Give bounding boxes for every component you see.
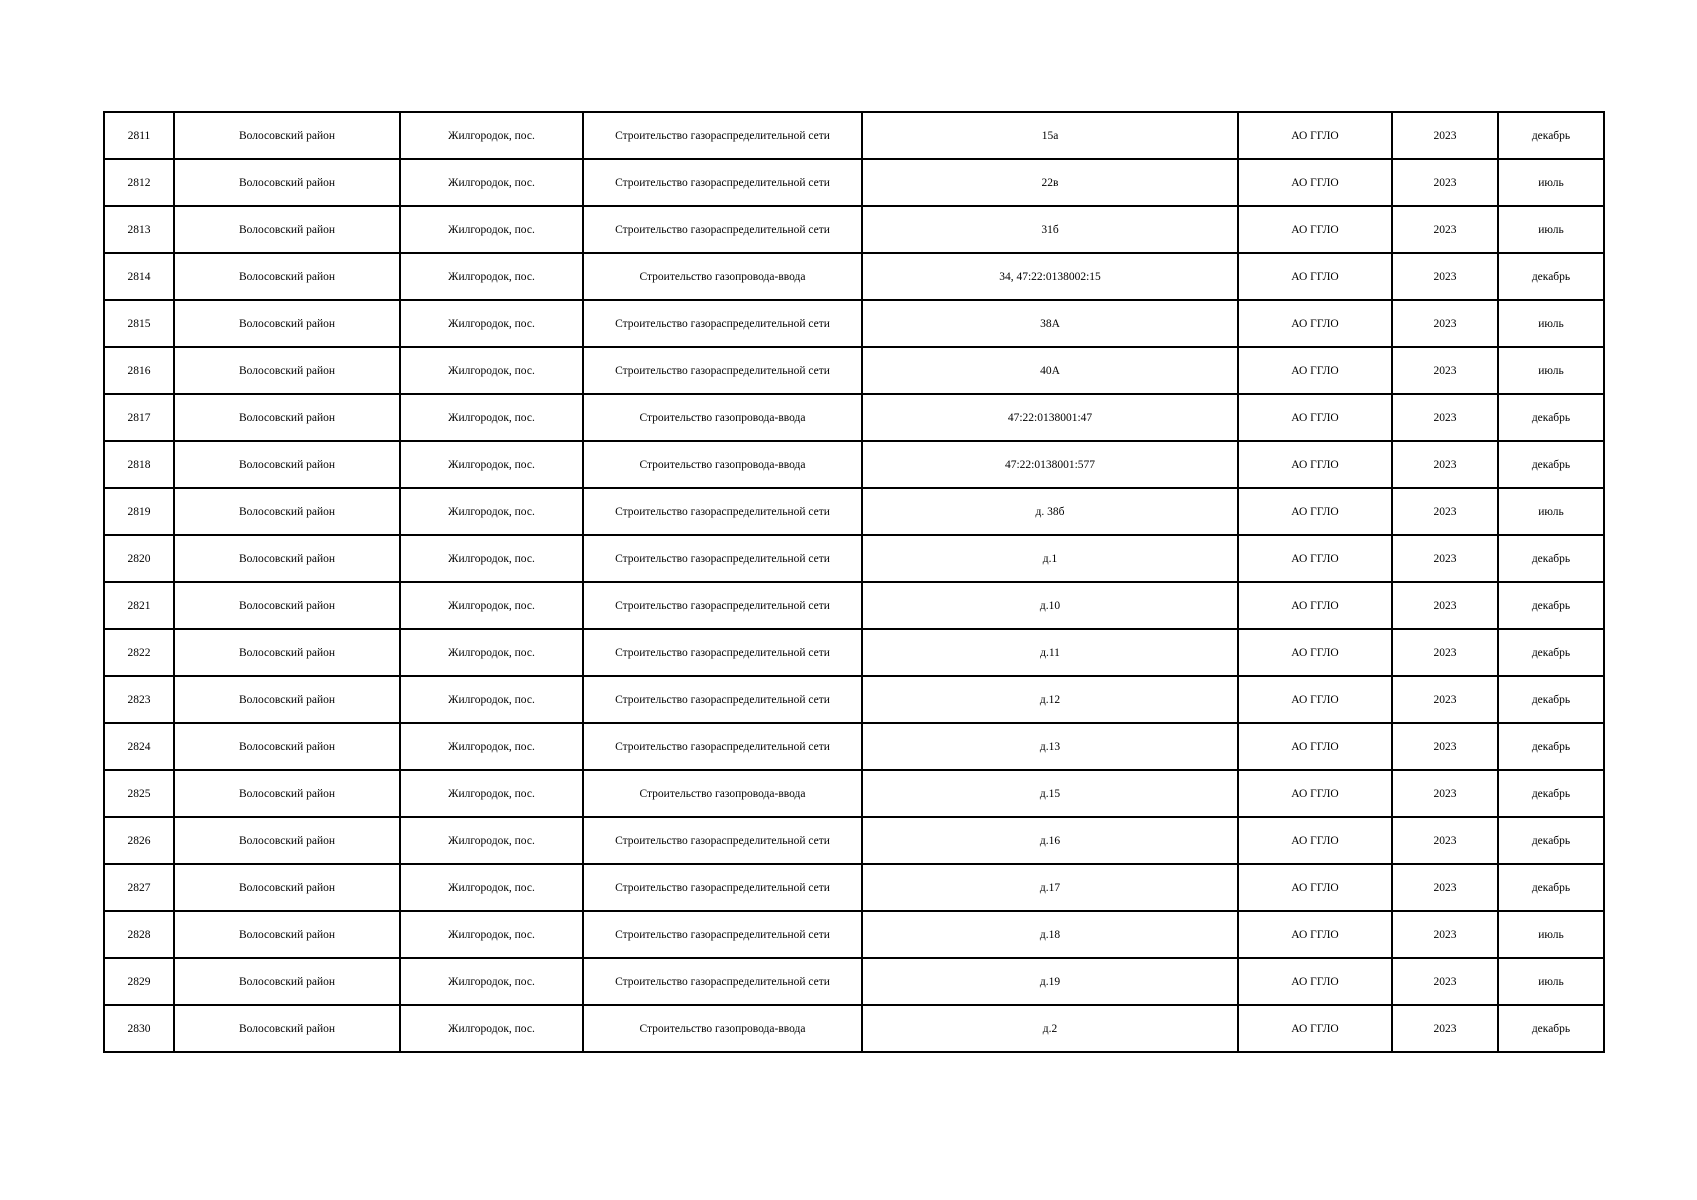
work-type-cell: Строительство газопровода-ввода xyxy=(583,770,862,817)
row-number-cell: 2820 xyxy=(104,535,174,582)
address-cell: д.13 xyxy=(862,723,1238,770)
organization-cell: АО ГГЛО xyxy=(1238,1005,1392,1052)
district-cell: Волосовский район xyxy=(174,629,400,676)
district-cell: Волосовский район xyxy=(174,112,400,159)
district-cell: Волосовский район xyxy=(174,394,400,441)
year-cell: 2023 xyxy=(1392,911,1498,958)
district-cell: Волосовский район xyxy=(174,864,400,911)
month-cell: июль xyxy=(1498,159,1604,206)
table-row xyxy=(104,958,1604,1005)
settlement-cell: Жилгородок, пос. xyxy=(400,864,583,911)
month-cell: июль xyxy=(1498,206,1604,253)
year-cell: 2023 xyxy=(1392,958,1498,1005)
row-number-cell: 2827 xyxy=(104,864,174,911)
table-row xyxy=(104,535,1604,582)
settlement-cell: Жилгородок, пос. xyxy=(400,723,583,770)
row-number-cell: 2817 xyxy=(104,394,174,441)
work-type-cell: Строительство газораспределительной сети xyxy=(583,488,862,535)
gas-network-register-table xyxy=(103,111,1605,1053)
work-type-cell: Строительство газораспределительной сети xyxy=(583,676,862,723)
settlement-cell: Жилгородок, пос. xyxy=(400,347,583,394)
organization-cell: АО ГГЛО xyxy=(1238,300,1392,347)
table-row xyxy=(104,676,1604,723)
organization-cell: АО ГГЛО xyxy=(1238,112,1392,159)
district-cell: Волосовский район xyxy=(174,300,400,347)
table-row xyxy=(104,817,1604,864)
settlement-cell: Жилгородок, пос. xyxy=(400,159,583,206)
settlement-cell: Жилгородок, пос. xyxy=(400,629,583,676)
address-cell: д.17 xyxy=(862,864,1238,911)
work-type-cell: Строительство газораспределительной сети xyxy=(583,958,862,1005)
district-cell: Волосовский район xyxy=(174,911,400,958)
work-type-cell: Строительство газораспределительной сети xyxy=(583,206,862,253)
district-cell: Волосовский район xyxy=(174,676,400,723)
row-number-cell: 2830 xyxy=(104,1005,174,1052)
address-cell: 47:22:0138001:577 xyxy=(862,441,1238,488)
year-cell: 2023 xyxy=(1392,817,1498,864)
month-cell: декабрь xyxy=(1498,535,1604,582)
month-cell: декабрь xyxy=(1498,253,1604,300)
district-cell: Волосовский район xyxy=(174,347,400,394)
table-row xyxy=(104,300,1604,347)
organization-cell: АО ГГЛО xyxy=(1238,676,1392,723)
row-number-cell: 2821 xyxy=(104,582,174,629)
address-cell: д.2 xyxy=(862,1005,1238,1052)
month-cell: июль xyxy=(1498,958,1604,1005)
row-number-cell: 2819 xyxy=(104,488,174,535)
organization-cell: АО ГГЛО xyxy=(1238,629,1392,676)
row-number-cell: 2818 xyxy=(104,441,174,488)
year-cell: 2023 xyxy=(1392,1005,1498,1052)
organization-cell: АО ГГЛО xyxy=(1238,206,1392,253)
table-row xyxy=(104,159,1604,206)
year-cell: 2023 xyxy=(1392,582,1498,629)
year-cell: 2023 xyxy=(1392,159,1498,206)
table-row xyxy=(104,582,1604,629)
work-type-cell: Строительство газопровода-ввода xyxy=(583,394,862,441)
table-row xyxy=(104,864,1604,911)
row-number-cell: 2823 xyxy=(104,676,174,723)
settlement-cell: Жилгородок, пос. xyxy=(400,112,583,159)
settlement-cell: Жилгородок, пос. xyxy=(400,488,583,535)
settlement-cell: Жилгородок, пос. xyxy=(400,770,583,817)
district-cell: Волосовский район xyxy=(174,817,400,864)
month-cell: декабрь xyxy=(1498,1005,1604,1052)
settlement-cell: Жилгородок, пос. xyxy=(400,206,583,253)
row-number-cell: 2822 xyxy=(104,629,174,676)
work-type-cell: Строительство газопровода-ввода xyxy=(583,441,862,488)
row-number-cell: 2824 xyxy=(104,723,174,770)
address-cell: д.11 xyxy=(862,629,1238,676)
settlement-cell: Жилгородок, пос. xyxy=(400,300,583,347)
work-type-cell: Строительство газораспределительной сети xyxy=(583,112,862,159)
month-cell: июль xyxy=(1498,911,1604,958)
district-cell: Волосовский район xyxy=(174,535,400,582)
organization-cell: АО ГГЛО xyxy=(1238,441,1392,488)
year-cell: 2023 xyxy=(1392,629,1498,676)
month-cell: декабрь xyxy=(1498,723,1604,770)
address-cell: д.19 xyxy=(862,958,1238,1005)
year-cell: 2023 xyxy=(1392,676,1498,723)
month-cell: декабрь xyxy=(1498,817,1604,864)
year-cell: 2023 xyxy=(1392,770,1498,817)
district-cell: Волосовский район xyxy=(174,958,400,1005)
work-type-cell: Строительство газораспределительной сети xyxy=(583,723,862,770)
year-cell: 2023 xyxy=(1392,394,1498,441)
work-type-cell: Строительство газораспределительной сети xyxy=(583,347,862,394)
year-cell: 2023 xyxy=(1392,535,1498,582)
table-row xyxy=(104,770,1604,817)
table-row xyxy=(104,206,1604,253)
organization-cell: АО ГГЛО xyxy=(1238,770,1392,817)
work-type-cell: Строительство газораспределительной сети xyxy=(583,535,862,582)
organization-cell: АО ГГЛО xyxy=(1238,253,1392,300)
month-cell: декабрь xyxy=(1498,582,1604,629)
year-cell: 2023 xyxy=(1392,253,1498,300)
work-type-cell: Строительство газораспределительной сети xyxy=(583,300,862,347)
settlement-cell: Жилгородок, пос. xyxy=(400,1005,583,1052)
work-type-cell: Строительство газораспределительной сети xyxy=(583,629,862,676)
work-type-cell: Строительство газораспределительной сети xyxy=(583,582,862,629)
row-number-cell: 2825 xyxy=(104,770,174,817)
month-cell: июль xyxy=(1498,488,1604,535)
year-cell: 2023 xyxy=(1392,488,1498,535)
settlement-cell: Жилгородок, пос. xyxy=(400,958,583,1005)
row-number-cell: 2829 xyxy=(104,958,174,1005)
organization-cell: АО ГГЛО xyxy=(1238,723,1392,770)
row-number-cell: 2813 xyxy=(104,206,174,253)
address-cell: 15а xyxy=(862,112,1238,159)
year-cell: 2023 xyxy=(1392,112,1498,159)
year-cell: 2023 xyxy=(1392,300,1498,347)
month-cell: июль xyxy=(1498,347,1604,394)
address-cell: д.15 xyxy=(862,770,1238,817)
address-cell: 47:22:0138001:47 xyxy=(862,394,1238,441)
table-row xyxy=(104,723,1604,770)
month-cell: июль xyxy=(1498,300,1604,347)
table-row xyxy=(104,629,1604,676)
row-number-cell: 2814 xyxy=(104,253,174,300)
table-row xyxy=(104,441,1604,488)
row-number-cell: 2826 xyxy=(104,817,174,864)
row-number-cell: 2811 xyxy=(104,112,174,159)
month-cell: декабрь xyxy=(1498,629,1604,676)
organization-cell: АО ГГЛО xyxy=(1238,958,1392,1005)
settlement-cell: Жилгородок, пос. xyxy=(400,253,583,300)
work-type-cell: Строительство газораспределительной сети xyxy=(583,159,862,206)
district-cell: Волосовский район xyxy=(174,1005,400,1052)
row-number-cell: 2815 xyxy=(104,300,174,347)
work-type-cell: Строительство газораспределительной сети xyxy=(583,864,862,911)
year-cell: 2023 xyxy=(1392,347,1498,394)
organization-cell: АО ГГЛО xyxy=(1238,582,1392,629)
organization-cell: АО ГГЛО xyxy=(1238,817,1392,864)
settlement-cell: Жилгородок, пос. xyxy=(400,817,583,864)
table-row xyxy=(104,911,1604,958)
organization-cell: АО ГГЛО xyxy=(1238,488,1392,535)
address-cell: д.10 xyxy=(862,582,1238,629)
table-row xyxy=(104,253,1604,300)
settlement-cell: Жилгородок, пос. xyxy=(400,582,583,629)
work-type-cell: Строительство газораспределительной сети xyxy=(583,911,862,958)
address-cell: 38А xyxy=(862,300,1238,347)
organization-cell: АО ГГЛО xyxy=(1238,911,1392,958)
organization-cell: АО ГГЛО xyxy=(1238,394,1392,441)
row-number-cell: 2812 xyxy=(104,159,174,206)
district-cell: Волосовский район xyxy=(174,488,400,535)
row-number-cell: 2816 xyxy=(104,347,174,394)
table-row xyxy=(104,488,1604,535)
organization-cell: АО ГГЛО xyxy=(1238,535,1392,582)
address-cell: д.16 xyxy=(862,817,1238,864)
year-cell: 2023 xyxy=(1392,441,1498,488)
address-cell: д. 38б xyxy=(862,488,1238,535)
district-cell: Волосовский район xyxy=(174,159,400,206)
address-cell: 22в xyxy=(862,159,1238,206)
address-cell: 31б xyxy=(862,206,1238,253)
work-type-cell: Строительство газопровода-ввода xyxy=(583,1005,862,1052)
settlement-cell: Жилгородок, пос. xyxy=(400,676,583,723)
settlement-cell: Жилгородок, пос. xyxy=(400,535,583,582)
address-cell: 40А xyxy=(862,347,1238,394)
organization-cell: АО ГГЛО xyxy=(1238,347,1392,394)
table-body xyxy=(104,112,1604,1052)
month-cell: декабрь xyxy=(1498,394,1604,441)
settlement-cell: Жилгородок, пос. xyxy=(400,394,583,441)
district-cell: Волосовский район xyxy=(174,770,400,817)
settlement-cell: Жилгородок, пос. xyxy=(400,911,583,958)
table-row xyxy=(104,394,1604,441)
address-cell: д.18 xyxy=(862,911,1238,958)
table-row xyxy=(104,1005,1604,1052)
month-cell: декабрь xyxy=(1498,770,1604,817)
organization-cell: АО ГГЛО xyxy=(1238,159,1392,206)
address-cell: д.12 xyxy=(862,676,1238,723)
table-row xyxy=(104,112,1604,159)
table-row xyxy=(104,347,1604,394)
year-cell: 2023 xyxy=(1392,723,1498,770)
organization-cell: АО ГГЛО xyxy=(1238,864,1392,911)
work-type-cell: Строительство газопровода-ввода xyxy=(583,253,862,300)
month-cell: декабрь xyxy=(1498,676,1604,723)
month-cell: декабрь xyxy=(1498,441,1604,488)
district-cell: Волосовский район xyxy=(174,253,400,300)
district-cell: Волосовский район xyxy=(174,723,400,770)
address-cell: д.1 xyxy=(862,535,1238,582)
month-cell: декабрь xyxy=(1498,112,1604,159)
work-type-cell: Строительство газораспределительной сети xyxy=(583,817,862,864)
month-cell: декабрь xyxy=(1498,864,1604,911)
year-cell: 2023 xyxy=(1392,864,1498,911)
district-cell: Волосовский район xyxy=(174,582,400,629)
year-cell: 2023 xyxy=(1392,206,1498,253)
settlement-cell: Жилгородок, пос. xyxy=(400,441,583,488)
district-cell: Волосовский район xyxy=(174,441,400,488)
district-cell: Волосовский район xyxy=(174,206,400,253)
row-number-cell: 2828 xyxy=(104,911,174,958)
address-cell: 34, 47:22:0138002:15 xyxy=(862,253,1238,300)
